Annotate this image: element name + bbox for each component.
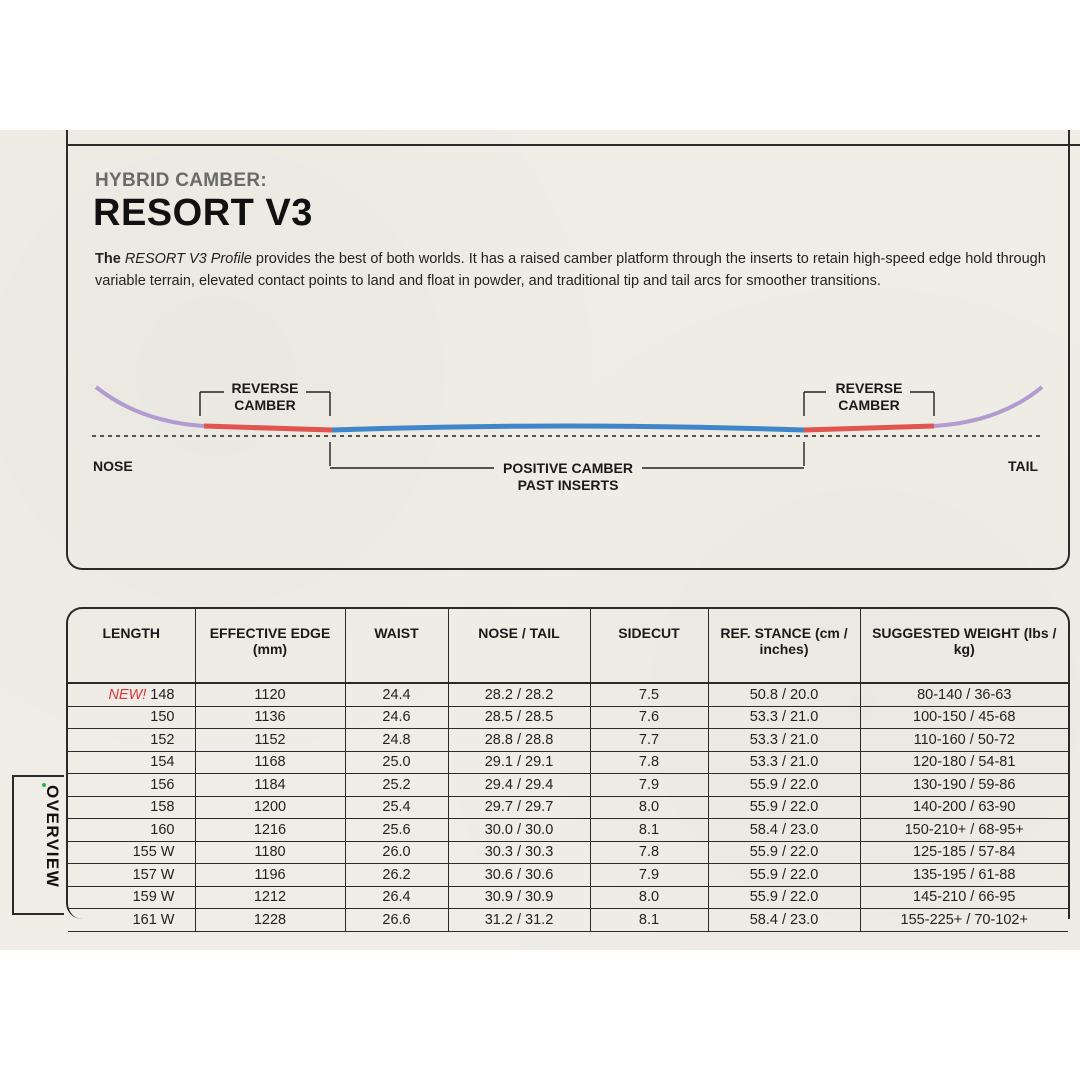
table-row [68, 751, 1068, 774]
table-cell-length [68, 886, 195, 909]
col-header: EFFECTIVE EDGE (mm) [195, 609, 345, 683]
table-cell-stance: 55.9 / 22.0 [708, 841, 860, 864]
table-row [68, 819, 1068, 842]
table-cell-length [68, 796, 195, 819]
table-cell-edge: 1216 [195, 819, 345, 842]
table-cell-weight: 130-190 / 59-86 [860, 774, 1068, 797]
col-header: REF. STANCE (cm / inches) [708, 609, 860, 683]
table-cell-weight: 145-210 / 66-95 [860, 886, 1068, 909]
overview-side-tab[interactable] [12, 775, 64, 915]
length-value: 160 [150, 821, 175, 838]
nose-tip-arc [96, 387, 204, 426]
table-cell-edge: 1228 [195, 909, 345, 932]
tail-label: TAIL [1008, 458, 1039, 474]
table-cell-waist: 24.8 [345, 729, 448, 752]
table-cell-weight: 80-140 / 36-63 [860, 683, 1068, 706]
length-value: 158 [150, 799, 175, 816]
table-cell-stance: 58.4 / 23.0 [708, 819, 860, 842]
table-cell-waist: 25.6 [345, 819, 448, 842]
table-cell-stance: 55.9 / 22.0 [708, 886, 860, 909]
table-cell-nose-tail: 30.9 / 30.9 [448, 886, 590, 909]
table-cell-edge: 1168 [195, 751, 345, 774]
description-profile-name: RESORT V3 Profile [124, 251, 252, 267]
table-cell-waist: 26.6 [345, 909, 448, 932]
table-cell-weight: 125-185 / 57-84 [860, 841, 1068, 864]
col-header: SIDECUT [590, 609, 708, 683]
paper-background [0, 130, 1080, 950]
overview-tab-label: OVERVIEW [43, 785, 62, 889]
length-value: 159 W [132, 889, 175, 906]
table-row [68, 683, 1068, 706]
col-header: LENGTH [68, 609, 195, 683]
table-cell-sidecut: 7.9 [590, 864, 708, 887]
table-cell-waist: 26.2 [345, 864, 448, 887]
positive-camber-label [490, 460, 646, 494]
reverse-camber-right-text: REVERSE CAMBER [835, 380, 903, 413]
table-cell-nose-tail: 28.5 / 28.5 [448, 706, 590, 729]
table-cell-weight: 150-210+ / 68-95+ [860, 819, 1068, 842]
profile-title: RESORT V3 [93, 192, 313, 234]
table-cell-nose-tail: 30.3 / 30.3 [448, 841, 590, 864]
table-cell-stance: 53.3 / 21.0 [708, 751, 860, 774]
table-cell-nose-tail: 28.2 / 28.2 [448, 683, 590, 706]
camber-profile-diagram [0, 130, 1080, 570]
table-cell-edge: 1200 [195, 796, 345, 819]
table-cell-nose-tail: 31.2 / 31.2 [448, 909, 590, 932]
table-cell-length [68, 841, 195, 864]
table-cell-length [68, 751, 195, 774]
table-cell-length [68, 774, 195, 797]
length-value: 150 [150, 709, 175, 726]
table-cell-sidecut: 8.0 [590, 796, 708, 819]
table-cell-stance: 55.9 / 22.0 [708, 774, 860, 797]
table-cell-waist: 25.2 [345, 774, 448, 797]
table-cell-weight: 100-150 / 45-68 [860, 706, 1068, 729]
table-cell-length [68, 819, 195, 842]
table-cell-edge: 1180 [195, 841, 345, 864]
table-row [68, 841, 1068, 864]
table-cell-edge: 1120 [195, 683, 345, 706]
table-cell-edge: 1184 [195, 774, 345, 797]
col-header: NOSE / TAIL [448, 609, 590, 683]
table-cell-waist: 24.6 [345, 706, 448, 729]
reverse-camber-right-segment [804, 426, 934, 430]
new-badge: NEW! [108, 686, 147, 703]
table-cell-length [68, 683, 195, 706]
length-value: 155 W [132, 844, 175, 861]
table-cell-sidecut: 7.6 [590, 706, 708, 729]
table-cell-weight: 110-160 / 50-72 [860, 729, 1068, 752]
table-cell-edge: 1136 [195, 706, 345, 729]
table-cell-waist: 26.4 [345, 886, 448, 909]
tail-tip-arc [934, 387, 1042, 426]
positive-camber-segment [332, 426, 804, 430]
table-cell-weight: 135-195 / 61-88 [860, 864, 1068, 887]
positive-camber-text: POSITIVE CAMBER PAST INSERTS [503, 460, 633, 493]
table-cell-waist: 25.4 [345, 796, 448, 819]
length-value: 148 [150, 686, 175, 703]
table-cell-length [68, 706, 195, 729]
table-cell-stance: 50.8 / 20.0 [708, 683, 860, 706]
reverse-camber-left-segment [204, 426, 332, 430]
table-cell-nose-tail: 29.1 / 29.1 [448, 751, 590, 774]
reverse-camber-right-label [822, 380, 916, 414]
table-row [68, 796, 1068, 819]
table-cell-length [68, 864, 195, 887]
table-cell-stance: 53.3 / 21.0 [708, 706, 860, 729]
table-cell-sidecut: 7.8 [590, 751, 708, 774]
table-cell-edge: 1212 [195, 886, 345, 909]
table-cell-sidecut: 7.5 [590, 683, 708, 706]
table-cell-waist: 26.0 [345, 841, 448, 864]
table-cell-edge: 1152 [195, 729, 345, 752]
nose-label: NOSE [93, 458, 133, 474]
table-row [68, 729, 1068, 752]
length-value: 154 [150, 754, 175, 771]
table-row [68, 886, 1068, 909]
table-row [68, 864, 1068, 887]
specs-table-frame [66, 607, 1070, 928]
table-row [68, 774, 1068, 797]
table-cell-sidecut: 7.9 [590, 774, 708, 797]
length-value: 157 W [132, 866, 175, 883]
table-cell-nose-tail: 29.7 / 29.7 [448, 796, 590, 819]
table-cell-waist: 24.4 [345, 683, 448, 706]
specs-body [68, 683, 1068, 931]
col-header: WAIST [345, 609, 448, 683]
table-row [68, 909, 1068, 932]
table-cell-nose-tail: 28.8 / 28.8 [448, 729, 590, 752]
table-cell-weight: 120-180 / 54-81 [860, 751, 1068, 774]
table-cell-length [68, 909, 195, 932]
table-cell-stance: 53.3 / 21.0 [708, 729, 860, 752]
table-cell-weight: 155-225+ / 70-102+ [860, 909, 1068, 932]
table-cell-sidecut: 7.8 [590, 841, 708, 864]
specs-table [68, 609, 1068, 932]
table-cell-nose-tail: 30.6 / 30.6 [448, 864, 590, 887]
table-cell-waist: 25.0 [345, 751, 448, 774]
table-cell-stance: 55.9 / 22.0 [708, 796, 860, 819]
table-cell-sidecut: 7.7 [590, 729, 708, 752]
table-cell-sidecut: 8.1 [590, 819, 708, 842]
specs-header-row [68, 609, 1068, 683]
length-value: 156 [150, 776, 175, 793]
profile-eyebrow: HYBRID CAMBER: [95, 170, 268, 191]
table-cell-sidecut: 8.1 [590, 909, 708, 932]
reverse-camber-left-text: REVERSE CAMBER [231, 380, 299, 413]
col-header: SUGGESTED WEIGHT (lbs / kg) [860, 609, 1068, 683]
table-cell-weight: 140-200 / 63-90 [860, 796, 1068, 819]
table-cell-sidecut: 8.0 [590, 886, 708, 909]
reverse-camber-left-label [218, 380, 312, 414]
table-cell-nose-tail: 29.4 / 29.4 [448, 774, 590, 797]
table-row [68, 706, 1068, 729]
length-value: 152 [150, 731, 175, 748]
length-value: 161 W [132, 911, 175, 928]
table-cell-stance: 55.9 / 22.0 [708, 864, 860, 887]
description-lead: The [95, 251, 125, 267]
table-cell-stance: 58.4 / 23.0 [708, 909, 860, 932]
description-body: provides the best of both worlds. It has a raised camber platform through the inserts to retain high-speed edge hold through variable terrain, elevated contact points to land and float in powder, and traditional tip and tail arcs for smoother transitions. [95, 251, 1046, 289]
table-cell-edge: 1196 [195, 864, 345, 887]
table-cell-length [68, 729, 195, 752]
table-cell-nose-tail: 30.0 / 30.0 [448, 819, 590, 842]
